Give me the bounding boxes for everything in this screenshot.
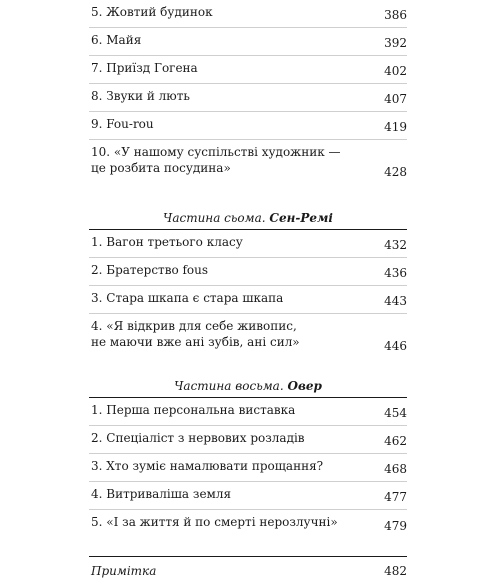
toc-entry-title: 8. Звуки й лють [91,89,190,103]
toc-entry[interactable] [89,112,407,140]
toc-section-continued [89,0,407,184]
table-of-contents [89,0,407,584]
toc-entry[interactable] [89,28,407,56]
toc-entry[interactable] [89,454,407,482]
toc-entry[interactable] [89,510,407,538]
toc-entry[interactable] [89,0,407,28]
toc-entry-title: 2. Братерство fous [91,263,209,277]
toc-entry[interactable] [89,84,407,112]
part-name: Овер [287,379,322,393]
toc-entry-page: 392 [384,36,407,50]
toc-entry-page: 446 [384,339,407,353]
toc-entry-title-line2: не маючи вже ані зубів, ані сил» [91,335,300,349]
toc-entry[interactable] [89,56,407,84]
toc-entry-title: 9. Fou-rou [91,117,154,131]
toc-entry[interactable] [89,286,407,314]
toc-entry-title: 3. Стара шкапа є стара шкапа [91,291,284,305]
toc-entry-title: 4. Витриваліша земля [91,487,232,501]
toc-entry-page: 477 [384,490,407,504]
toc-entry[interactable] [89,140,407,184]
toc-entry-title-line1: 10. «У нашому суспільстві художник — [91,145,341,159]
toc-entry-title: 5. «І за життя й по смерті нерозлучні» [91,515,338,529]
toc-entry-title: 7. Приїзд Гогена [91,61,198,75]
part-label: Частина восьма. [174,379,284,393]
part-name: Сен-Ремі [269,211,333,225]
toc-entry-page: 479 [384,519,407,533]
toc-entry-title: 5. Жовтий будинок [91,5,213,19]
toc-note-title: Примітка [91,564,157,578]
spacer [89,358,407,378]
part-label: Частина сьома. [163,211,266,225]
toc-entry[interactable] [89,398,407,426]
toc-entry-page: 428 [384,165,407,179]
toc-part7-entries [89,230,407,358]
toc-entry-page: 436 [384,266,407,280]
toc-entry-page: 402 [384,64,407,78]
toc-entry[interactable] [89,314,407,358]
toc-entry[interactable] [89,258,407,286]
toc-entry-page: 407 [384,92,407,106]
toc-entry-title: 1. Вагон третього класу [91,235,243,249]
toc-entry-page: 419 [384,120,407,134]
spacer [89,538,407,556]
toc-entry-title: 2. Спеціаліст з нервових розладів [91,431,305,445]
toc-entry-title: 1. Перша персональна виставка [91,403,296,417]
toc-entry-page: 386 [384,8,407,22]
toc-entry-title-line1: 4. «Я відкрив для себе живопис, [91,319,297,333]
spacer [89,184,407,210]
toc-note-page: 482 [384,564,407,578]
toc-entry[interactable] [89,482,407,510]
toc-entry[interactable] [89,426,407,454]
toc-entry-page: 443 [384,294,407,308]
toc-entry-title: 3. Хто зуміє намалювати прощання? [91,459,324,473]
toc-entry-page: 468 [384,462,407,476]
toc-entry-page: 454 [384,406,407,420]
part-heading [89,210,407,230]
toc-part8-entries [89,398,407,538]
toc-note[interactable] [89,556,407,584]
toc-entry-title: 6. Майя [91,33,142,47]
toc-entry-page: 462 [384,434,407,448]
toc-entry[interactable] [89,230,407,258]
part-heading [89,378,407,398]
toc-entry-page: 432 [384,238,407,252]
toc-entry-title-line2: це розбита посудина» [91,161,231,175]
